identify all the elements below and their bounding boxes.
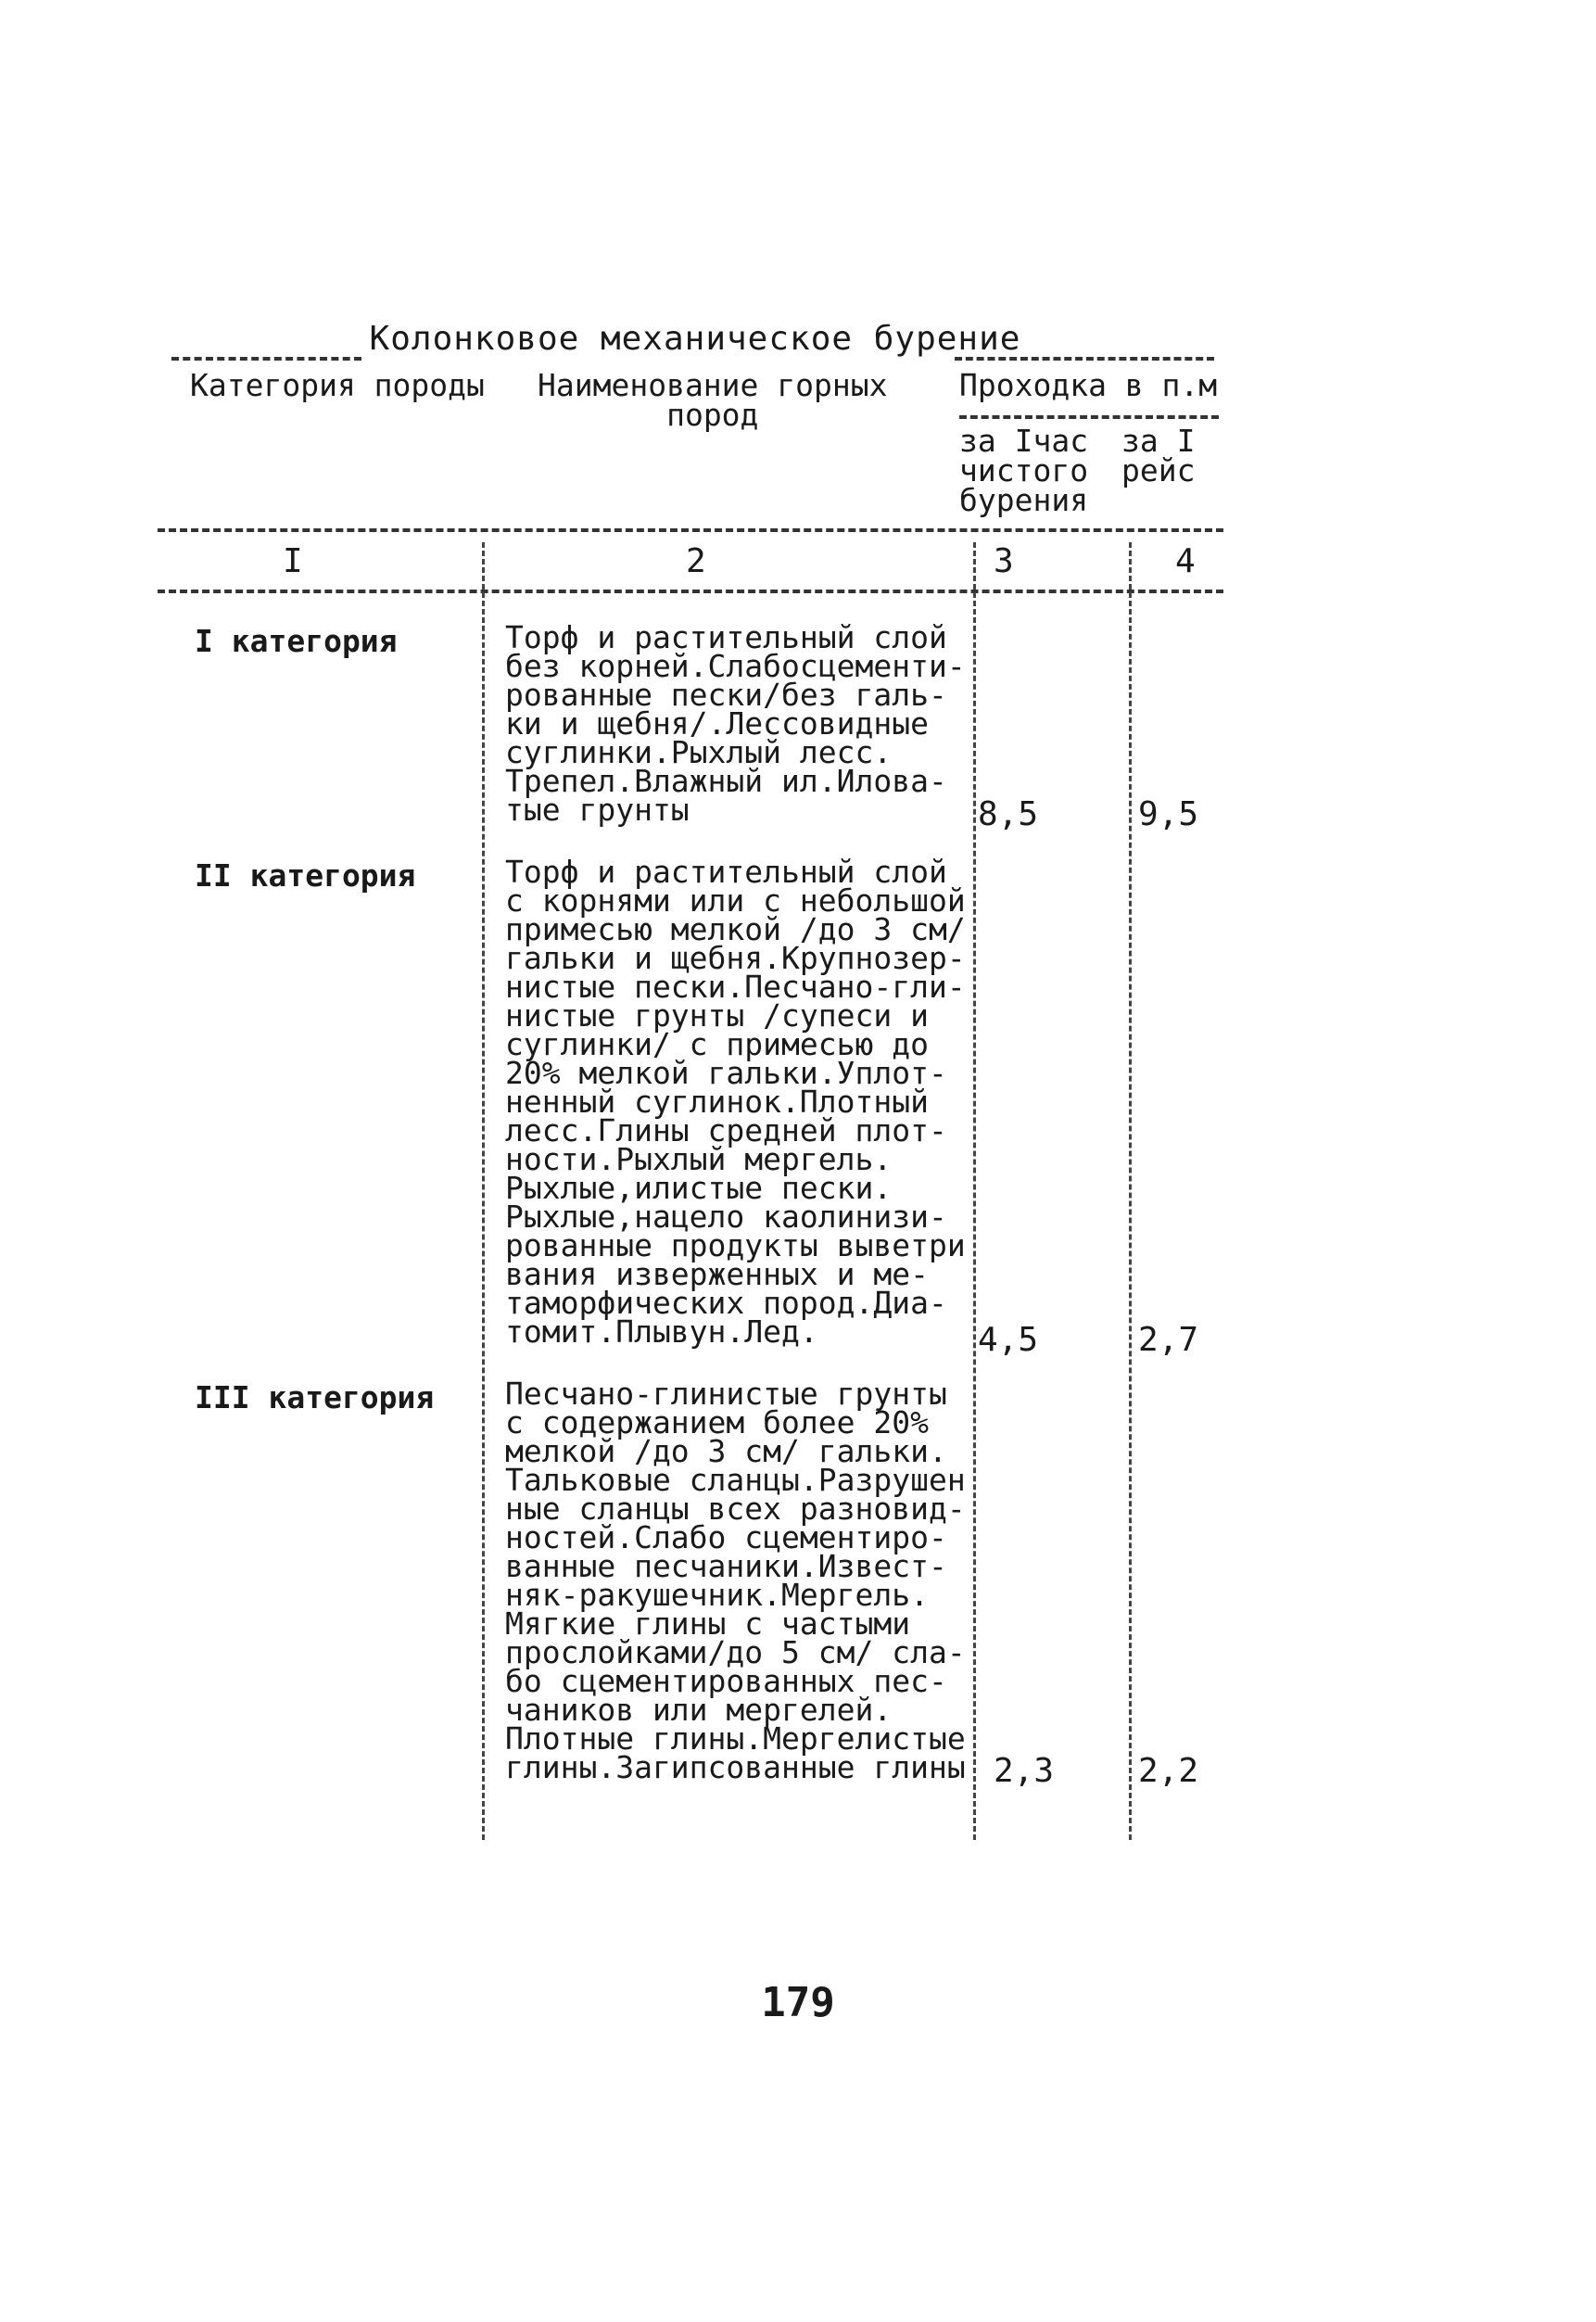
header-per-hour: за Iчас чистого бурения: [959, 423, 1089, 518]
column-divider-2: [973, 542, 976, 1840]
column-divider-3: [1129, 542, 1132, 1840]
col-number-rule: [158, 590, 1223, 593]
column-divider-1: [482, 542, 485, 1840]
row-category: III категория: [195, 1379, 435, 1415]
row-description: Песчано-глинистые грунты с содержанием более 20% мелкой /до 3 см/ гальки. Тальковые сланцы.Разрушен ные сланцы всех разновид- ностей.Слабо сцементиро- ванные песчаники.Извест- няк-ракушечник.Мергель. Мягкие глины с частыми прослойками/до 5 см/ сла- бо сцементированных пес- чаников или мергелей. Плотные глины.Мергелистые глины.Загипсованные глины: [505, 1376, 966, 1785]
row-per-hour: 4,5: [978, 1321, 1039, 1359]
header-bottom-rule: [158, 528, 1223, 532]
row-per-hour: 8,5: [978, 795, 1039, 833]
row-per-trip: 9,5: [1138, 795, 1199, 833]
row-per-hour: 2,3: [994, 1752, 1055, 1790]
header-rock-names: Наименование горных пород: [538, 367, 888, 433]
row-description: Торф и растительный слой с корнями или с небольшой примесью мелкой /до 3 см/ гальки и щебня.Крупнозер- нистые пески.Песчано-гли- нистые грунты /супеси и суглинки/ с примесью до 20% мелкой гальки.Уплот- ненный суглинок.Плотный лесс.Глины средней плот- ности.Рыхлый мергель. Рыхлые,илистые пески. Рыхлые,нацело каолинизи- рованные продукты выветри вания изверженных и ме- таморфических пород.Диа- томит.Плывун.Лед.: [505, 854, 966, 1350]
col-number-1: I: [283, 542, 303, 580]
title-rule-left: [171, 357, 361, 361]
title-rule-right: [955, 357, 1214, 361]
row-category: I категория: [195, 623, 398, 659]
row-per-trip: 2,2: [1138, 1752, 1199, 1790]
header-penetration: Проходка в п.м: [959, 367, 1218, 403]
page-number: 179: [761, 1979, 835, 2026]
col-number-3: 3: [994, 542, 1014, 580]
table-title: Колонковое механическое бурение: [369, 320, 1021, 358]
row-per-trip: 2,7: [1138, 1321, 1199, 1359]
col-number-2: 2: [686, 542, 706, 580]
row-category: II категория: [195, 857, 416, 894]
header-category: Категория породы: [190, 367, 485, 403]
header-per-trip: за I рейс: [1121, 423, 1196, 489]
row-description: Торф и растительный слой без корней.Слабосцементи- рованные пески/без галь- ки и щебня/.Лессовидные суглинки.Рыхлый лесс. Трепел.Влажный ил.Илова- тые грунты: [505, 619, 966, 828]
header-subrule: [959, 415, 1219, 419]
col-number-4: 4: [1175, 542, 1196, 580]
